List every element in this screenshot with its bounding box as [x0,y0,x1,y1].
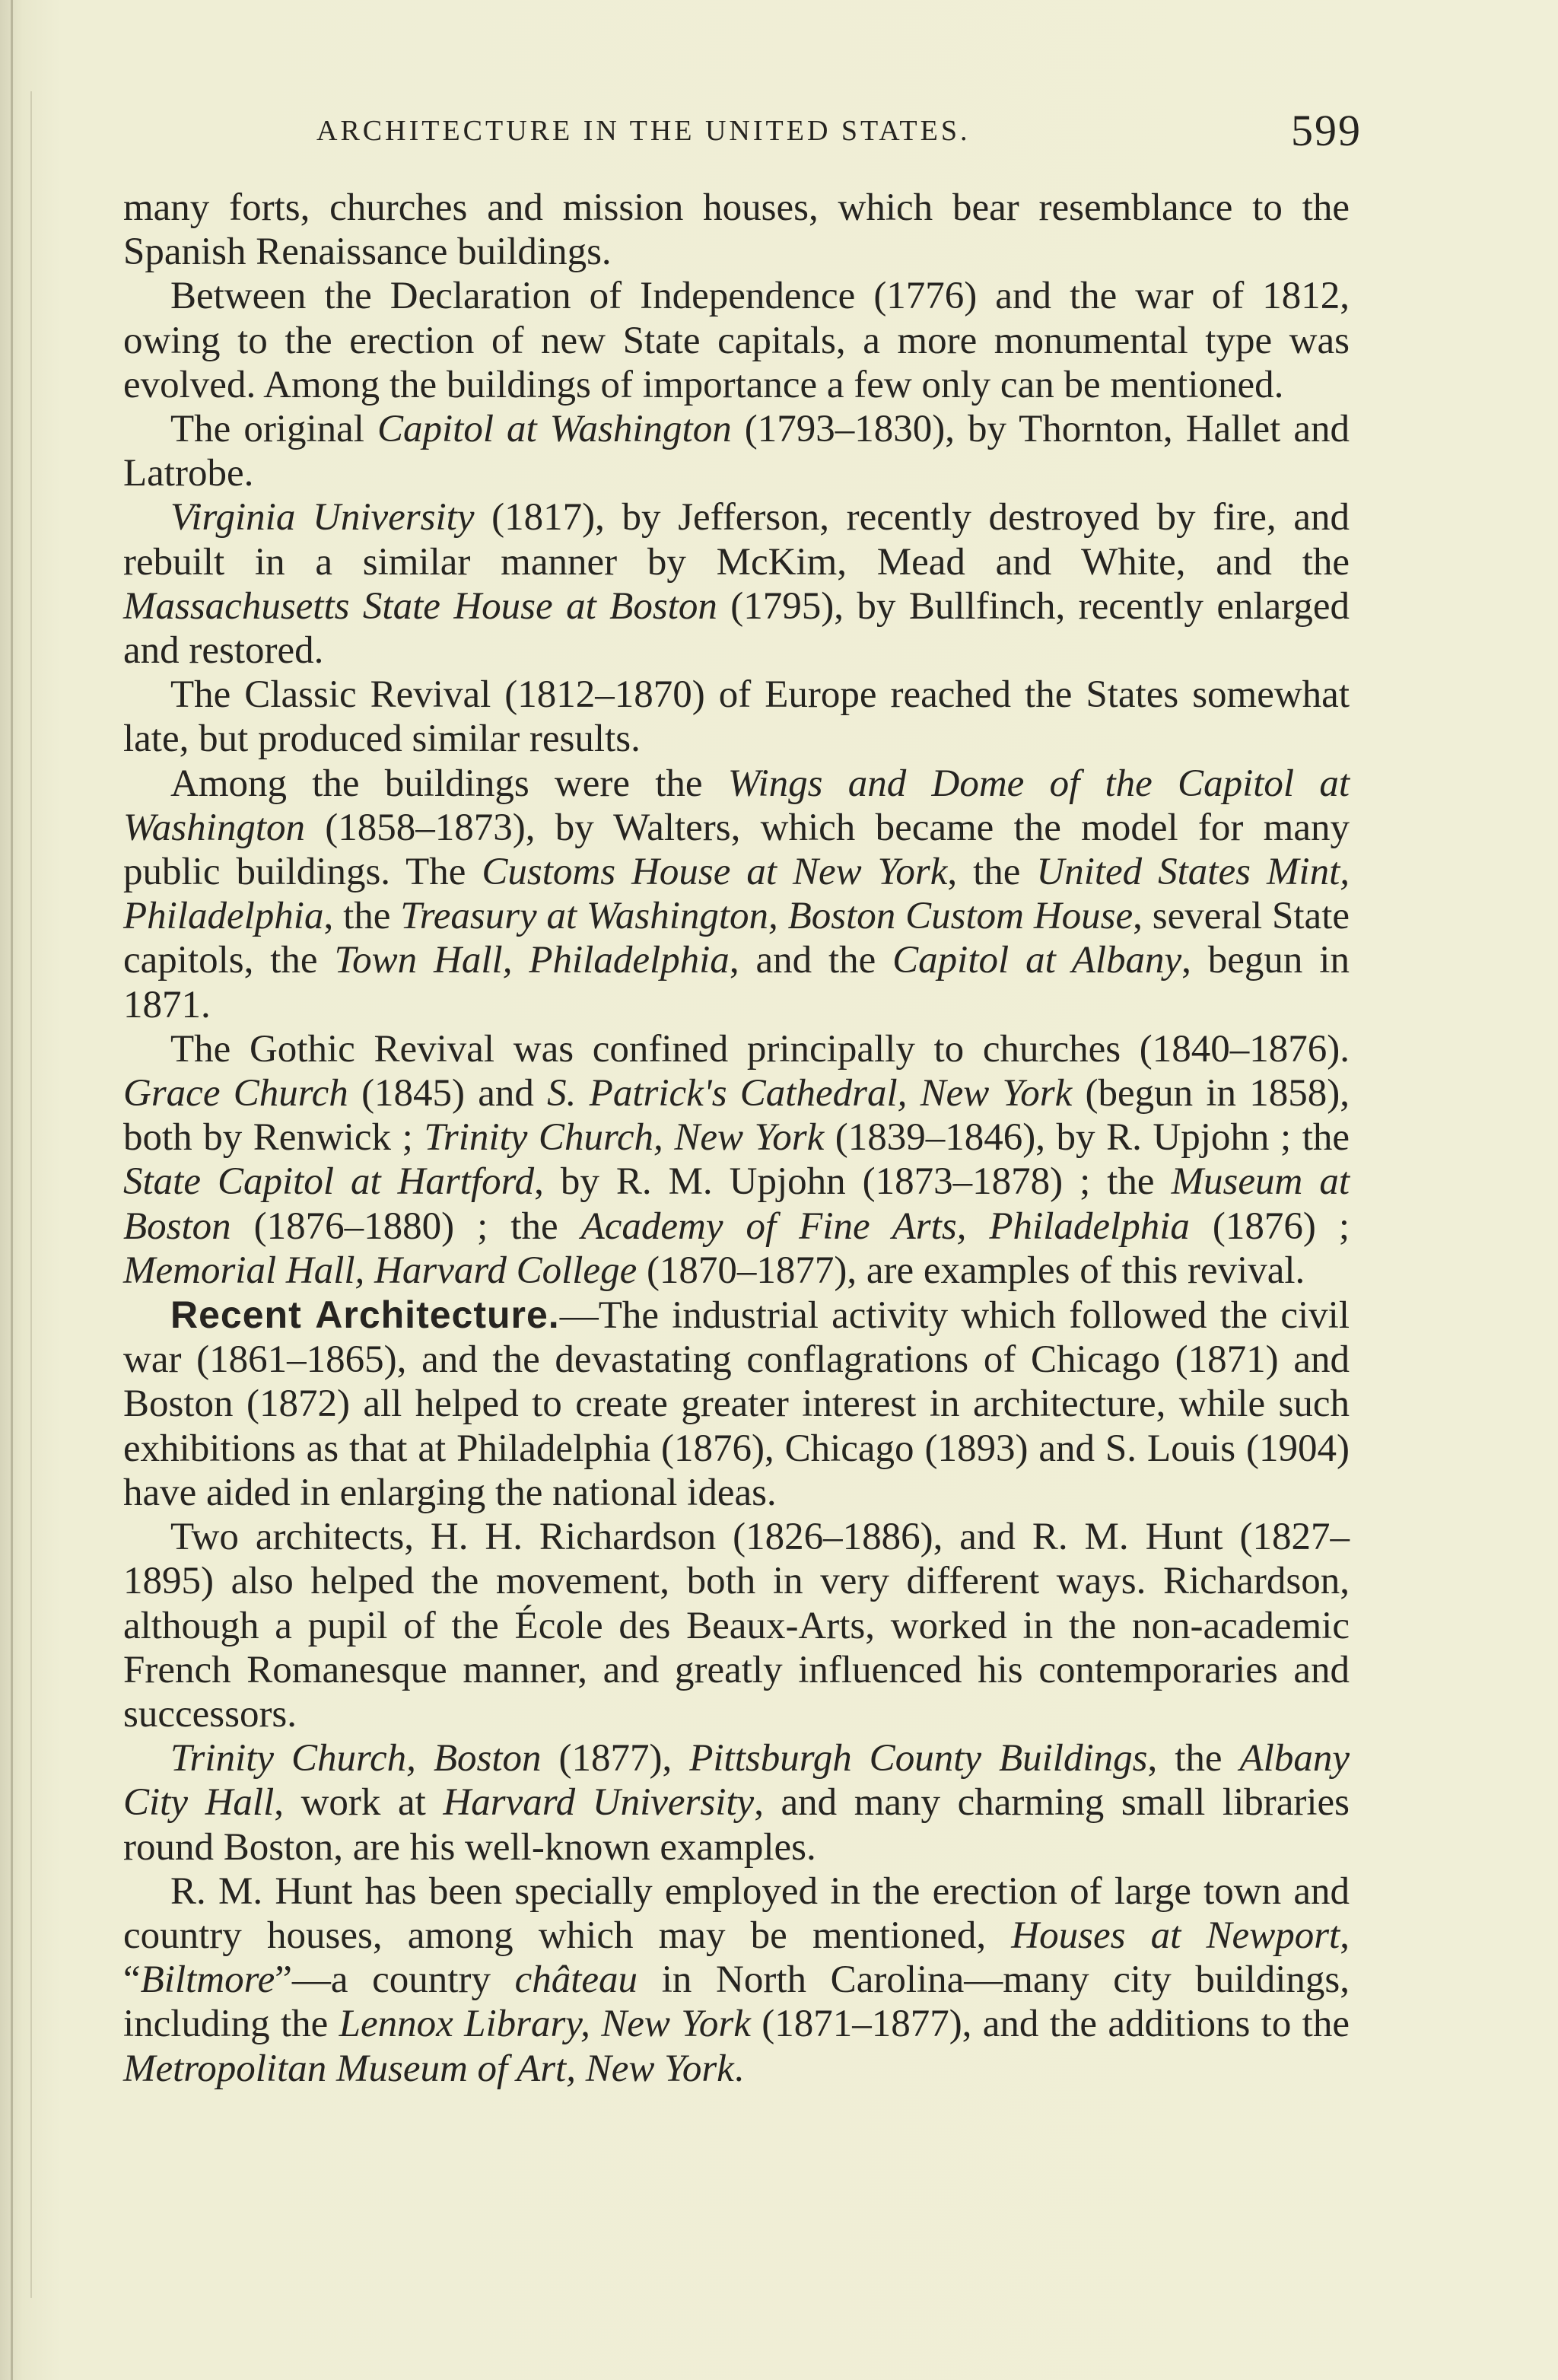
italic-title: Houses at Newport [1011,1914,1340,1957]
italic-title: Treasury at Washington, Boston Custom House [400,895,1134,938]
italic-title: Academy of Fine Arts, Philadelphia [580,1204,1190,1248]
italic-title: United States Mint, Philadelphia [123,851,1350,938]
text-span: many forts, churches and mission houses, which bear resemblance to the Spanish Renaissance buildings. [123,186,1350,274]
italic-title: Wings and Dome of the Capitol at Washington [123,762,1350,849]
italic-title: State Capitol at Hartford [123,1160,535,1204]
paragraph-gothic-revival [123,1027,1350,1293]
text-span: (1793–1830), by Thornton, Hallet and Latrobe. [123,408,1350,495]
page-binding-edge [11,0,13,2380]
text-span: (1876) ; [1189,1204,1350,1248]
text-span: (1845) and [348,1072,548,1115]
text-span: The Gothic Revival was confined principally to churches (1840–1876). [170,1027,1350,1071]
page-header [129,105,1362,166]
paragraph-two-architects [123,1515,1350,1736]
text-span: , “ [123,1914,1350,2002]
paragraph-buildings [123,762,1350,1027]
text-span: (1871–1877), and the additions to the [750,2003,1350,2046]
text-span: (1795), by Bullfinch, recently enlarged and restored. [123,584,1350,673]
italic-title: Town Hall, Philadelphia [334,939,730,982]
text-span: , begun in 1871. [123,939,1350,1026]
paragraph-virginia [123,495,1350,673]
text-span: (1876–1880) ; the [231,1204,581,1248]
text-span: (begun in 1858), both by Renwick ; [123,1072,1350,1160]
paragraph-declaration [123,274,1350,407]
italic-title: Biltmore [140,1958,275,2002]
paragraph-recent-architecture [123,1293,1350,1515]
text-span: (1839–1846), by R. Upjohn ; the [824,1116,1350,1160]
paragraph-spanish-renaissance [123,186,1350,274]
text-span: ”—a country [275,1958,515,2002]
text-span: (1870–1877), are examples of this revival. [637,1249,1305,1292]
paragraph-capitol [123,407,1350,495]
italic-title: Massachusetts State House at Boston [123,584,717,628]
text-span: , the [323,895,401,938]
paragraph-classic-revival [123,673,1350,761]
text-span: , and the [729,939,893,982]
text-span: , the [1147,1737,1240,1780]
text-span: (1877), [541,1737,690,1780]
italic-title: Memorial Hall, Harvard College [123,1249,638,1292]
text-span: (1858–1873), by Walters, which became the model for many public buildings. The [123,806,1350,894]
italic-title: Museum at Boston [123,1160,1350,1248]
text-span: , by R. M. Upjohn (1873–1878) ; the [534,1160,1172,1204]
text-span: Among the buildings were the [170,762,728,805]
text-span: —The industrial activity which followed the civil war (1861–1865), and the devastating conflagrations of Chicago (1871) and Boston (1872) all helped to create greater interest in architecture, while such exhibitions as that at Philadelphia (1876), Chicago (1893) and S. Louis (1904) have aided in enlarging the national ideas. [123,1294,1350,1514]
section-heading: Recent Architecture. [170,1293,560,1337]
text-span: in North Carolina—many city buildings, including the [123,1958,1350,2046]
text-span: Between the Declaration of Independence (1776) and the war of 1812, owing to the erection of new State capitals, a more monumental type was evolved. Among the buildings of importance a few only can be mentioned. [123,275,1350,406]
text-span: , several State capitols, the [123,895,1350,982]
paragraph-richardson-works [123,1736,1350,1869]
italic-title: Customs House at New York [482,851,948,894]
text-span: The Classic Revival (1812–1870) of Europe reached the States somewhat late, but produced similar results. [123,673,1350,761]
italic-title: S. Patrick's Cathedral, New York [547,1072,1073,1115]
italic-title: Metropolitan Museum of Art, New York [123,2047,734,2090]
italic-title: Pittsburgh County Buildings [689,1737,1148,1780]
text-span: (1817), by Jefferson, recently destroyed by fire, and rebuilt in a similar manner by McKim, Mead and White, and the [123,496,1350,584]
body-text [123,186,1350,2091]
italic-title: Albany City Hall [123,1737,1350,1825]
running-head: ARCHITECTURE IN THE UNITED STATES. [316,115,971,147]
page-fold-line [30,91,32,2298]
text-span: . [733,2047,744,2090]
italic-title: Trinity Church, Boston [170,1737,542,1780]
text-span: , the [947,851,1037,894]
italic-title: Grace Church [123,1072,348,1115]
italic-title: Capitol at Albany [892,939,1182,982]
paragraph-hunt [123,1869,1350,2091]
italic-title: Virginia University [170,496,475,539]
italic-title: Trinity Church, New York [424,1116,825,1160]
text-span: The original [170,408,377,451]
page-number: 599 [1291,106,1362,155]
text-span: , work at [274,1781,444,1825]
italic-title: château [514,1958,638,2002]
text-span: , and many charming small libraries round Boston, are his well-known examples. [123,1781,1350,1869]
text-span: R. M. Hunt has been specially employed in the erection of large town and country houses, among which may be mentioned, [123,1869,1350,1957]
text-span: Two architects, H. H. Richardson (1826–1886), and R. M. Hunt (1827–1895) also helped the movement, both in very different ways. Richardson, although a pupil of the École des Beaux-Arts, worked in the non-academic French Romanesque manner, and greatly influenced his contemporaries and successors. [123,1516,1350,1736]
italic-title: Harvard University [443,1781,755,1825]
italic-title: Capitol at Washington [377,408,732,451]
italic-title: Lennox Library, New York [339,2003,751,2046]
